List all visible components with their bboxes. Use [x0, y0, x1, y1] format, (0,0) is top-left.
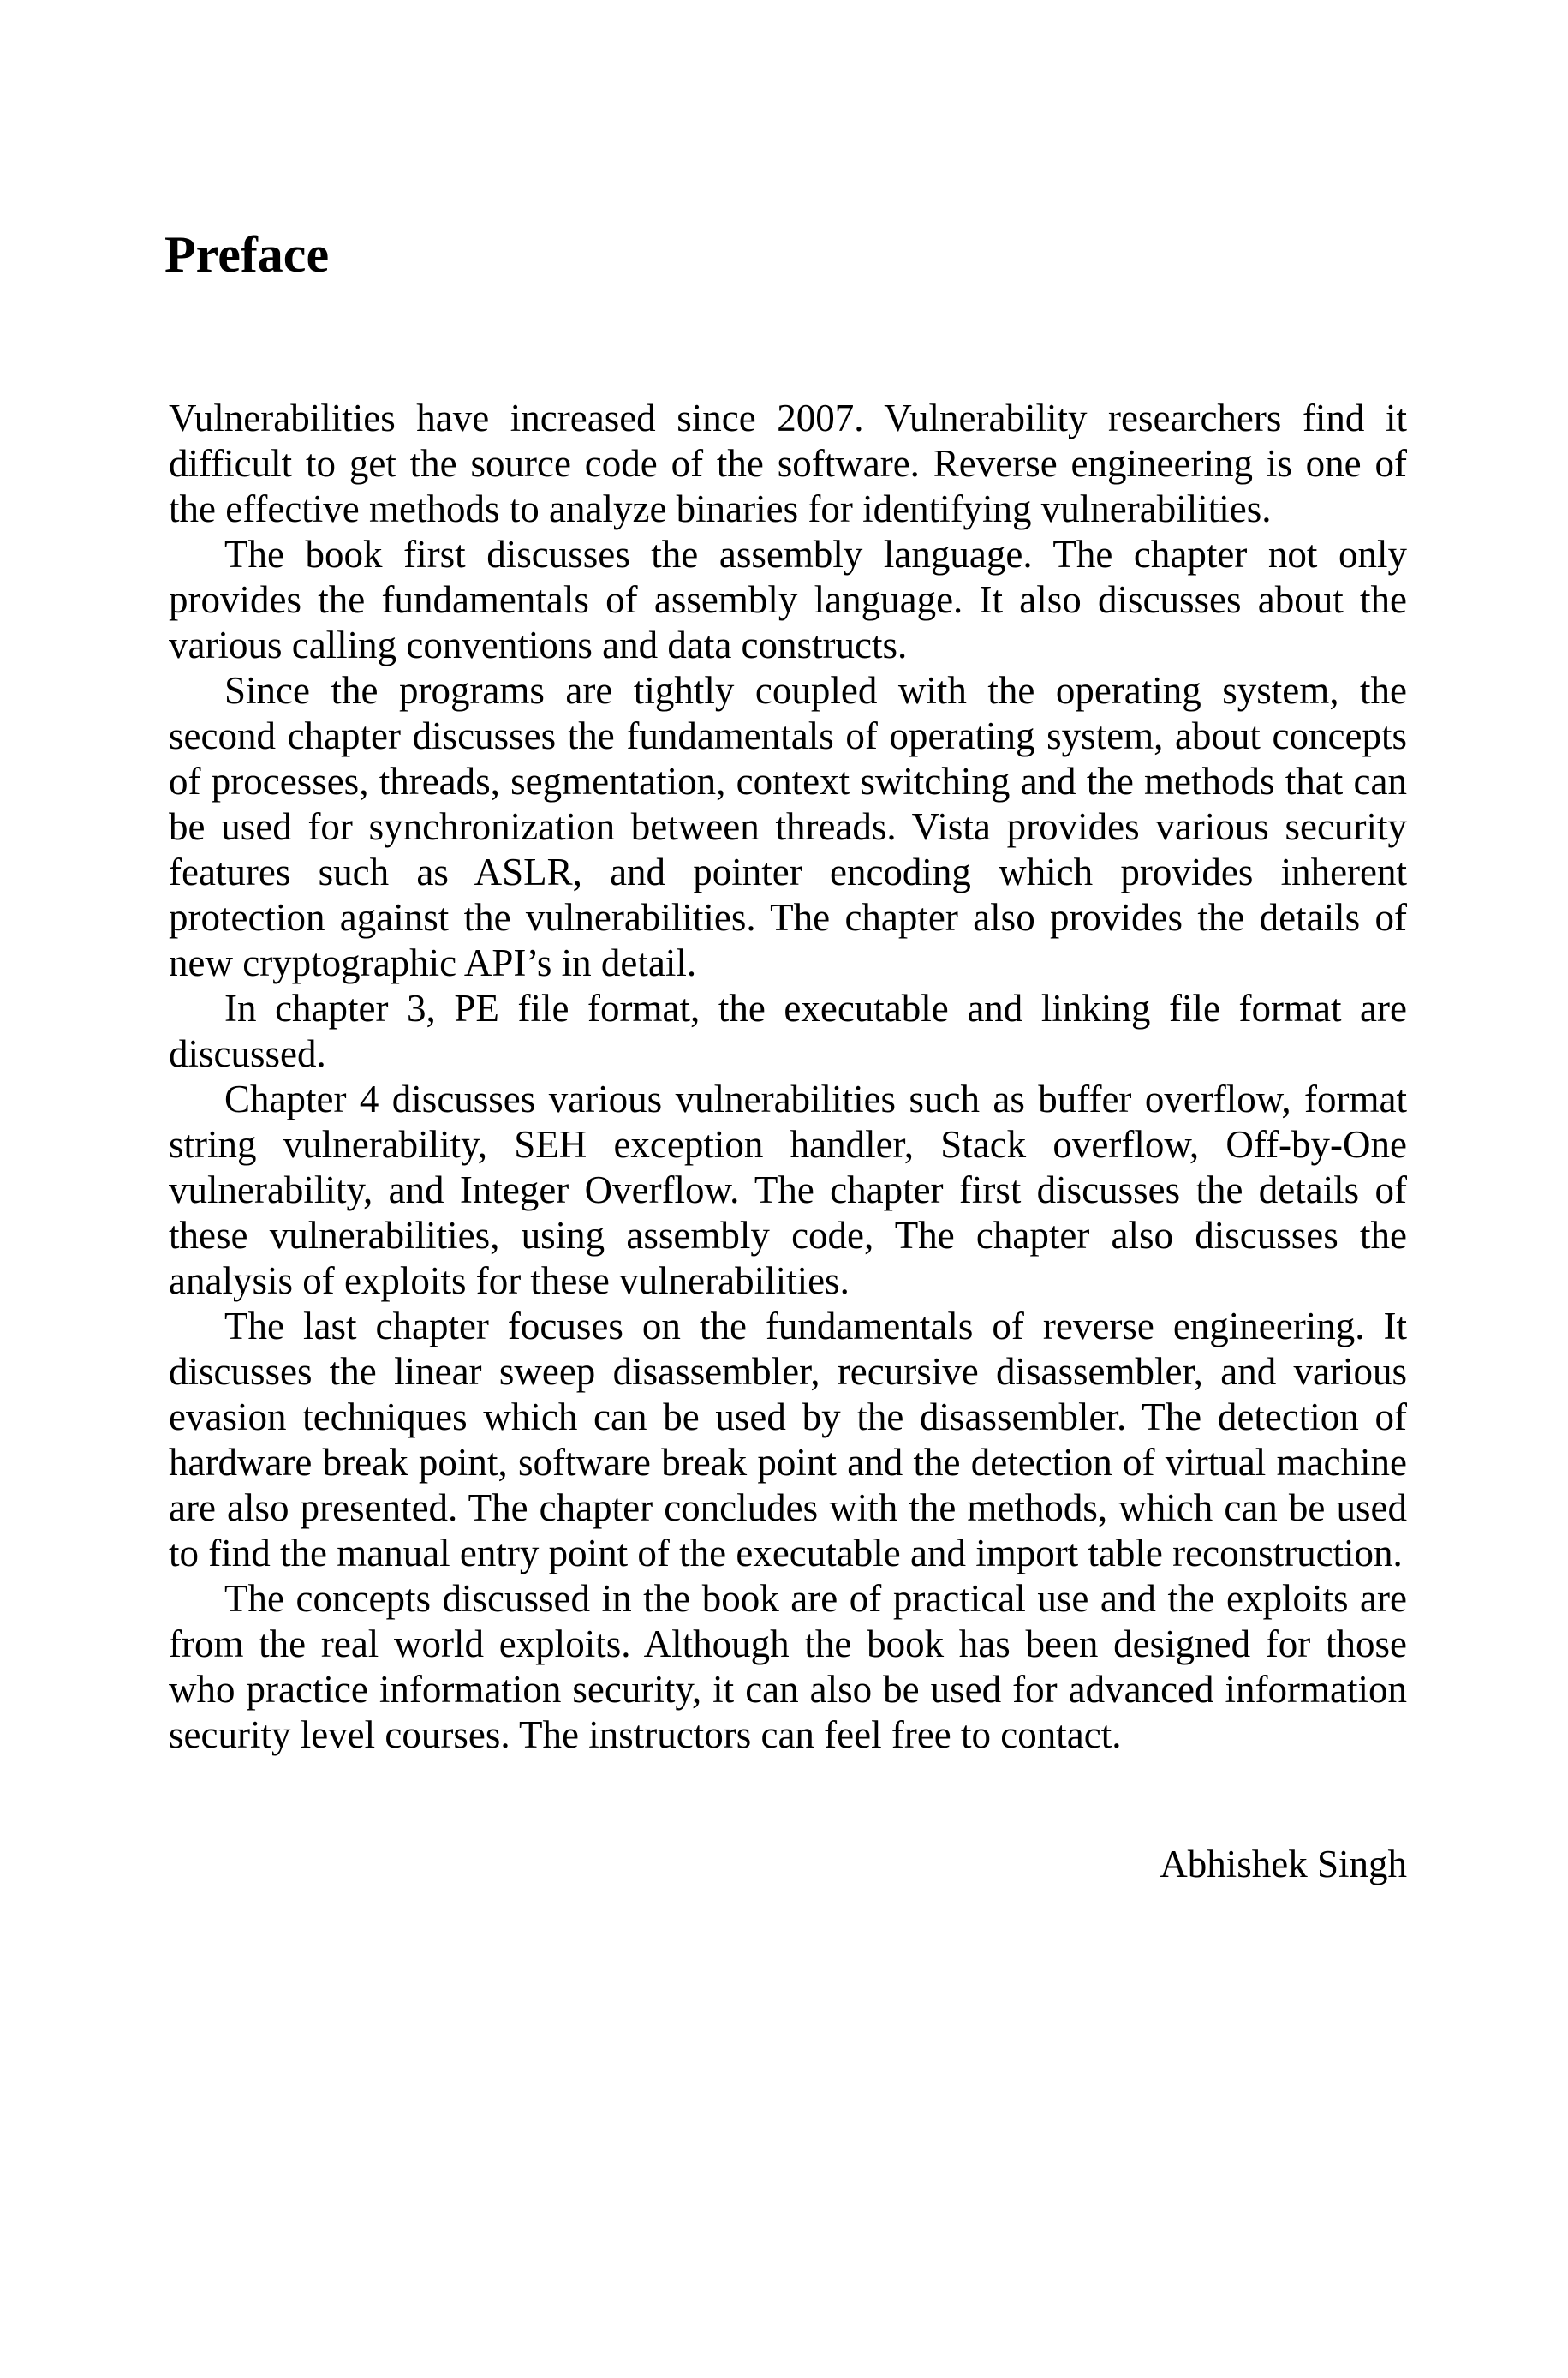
- paragraph-reverse-engineering-chapter: The last chapter focuses on the fundamentals of reverse engineering. It discusses the linear sweep disassembler, recursive disassembler, and various evasion techniques which can be used by the disassembler. The detection of hardware break point, software break point and the detection of virtual machine are also presented. The chapter concludes with the methods, which can be used to find the manual entry point of the executable and import table reconstruction.: [169, 1305, 1407, 1574]
- paragraph-vulnerabilities-chapter: Chapter 4 discusses various vulnerabilities such as buffer overflow, format string vulnerability, SEH exception handler, Stack overflow, Off-by-One vulnerability, and Integer Overflow. The chapter first discusses the details of these vulnerabilities, using assembly code, The chapter also discusses the analysis of exploits for these vulnerabilities.: [169, 1078, 1407, 1302]
- paragraph-assembly-chapter: The book first discusses the assembly language. The chapter not only provides the fundamentals of assembly language. It also discusses about the various calling conventions and data constructs.: [169, 533, 1407, 666]
- page-title: Preface: [164, 226, 330, 283]
- paragraph-closing: The concepts discussed in the book are of practical use and the exploits are from the real world exploits. Although the book has been designed for those who practice information security, it can also be used for advanced information security level courses. The instructors can feel free to contact.: [169, 1577, 1407, 1756]
- paragraph-pe-format-chapter: In chapter 3, PE file format, the executable and linking file format are discussed.: [169, 987, 1407, 1075]
- paragraph-intro: Vulnerabilities have increased since 2007. Vulnerability researchers find it difficult to get the source code of the software. Reverse engineering is one of the effective methods to analyze binaries for identifying vulnerabilities.: [169, 397, 1407, 530]
- paragraph-os-chapter: Since the programs are tightly coupled with the operating system, the second chapter discusses the fundamentals of operating system, about concepts of processes, threads, segmentation, context switching and the methods that can be used for synchronization between threads. Vista provides various security features such as ASLR, and pointer encoding which provides inherent protection against the vulnerabilities. The chapter also provides the details of new cryptographic API’s in detail.: [169, 669, 1407, 984]
- preface-body: [169, 396, 1407, 1758]
- author-signature: Abhishek Singh: [1160, 1843, 1407, 1885]
